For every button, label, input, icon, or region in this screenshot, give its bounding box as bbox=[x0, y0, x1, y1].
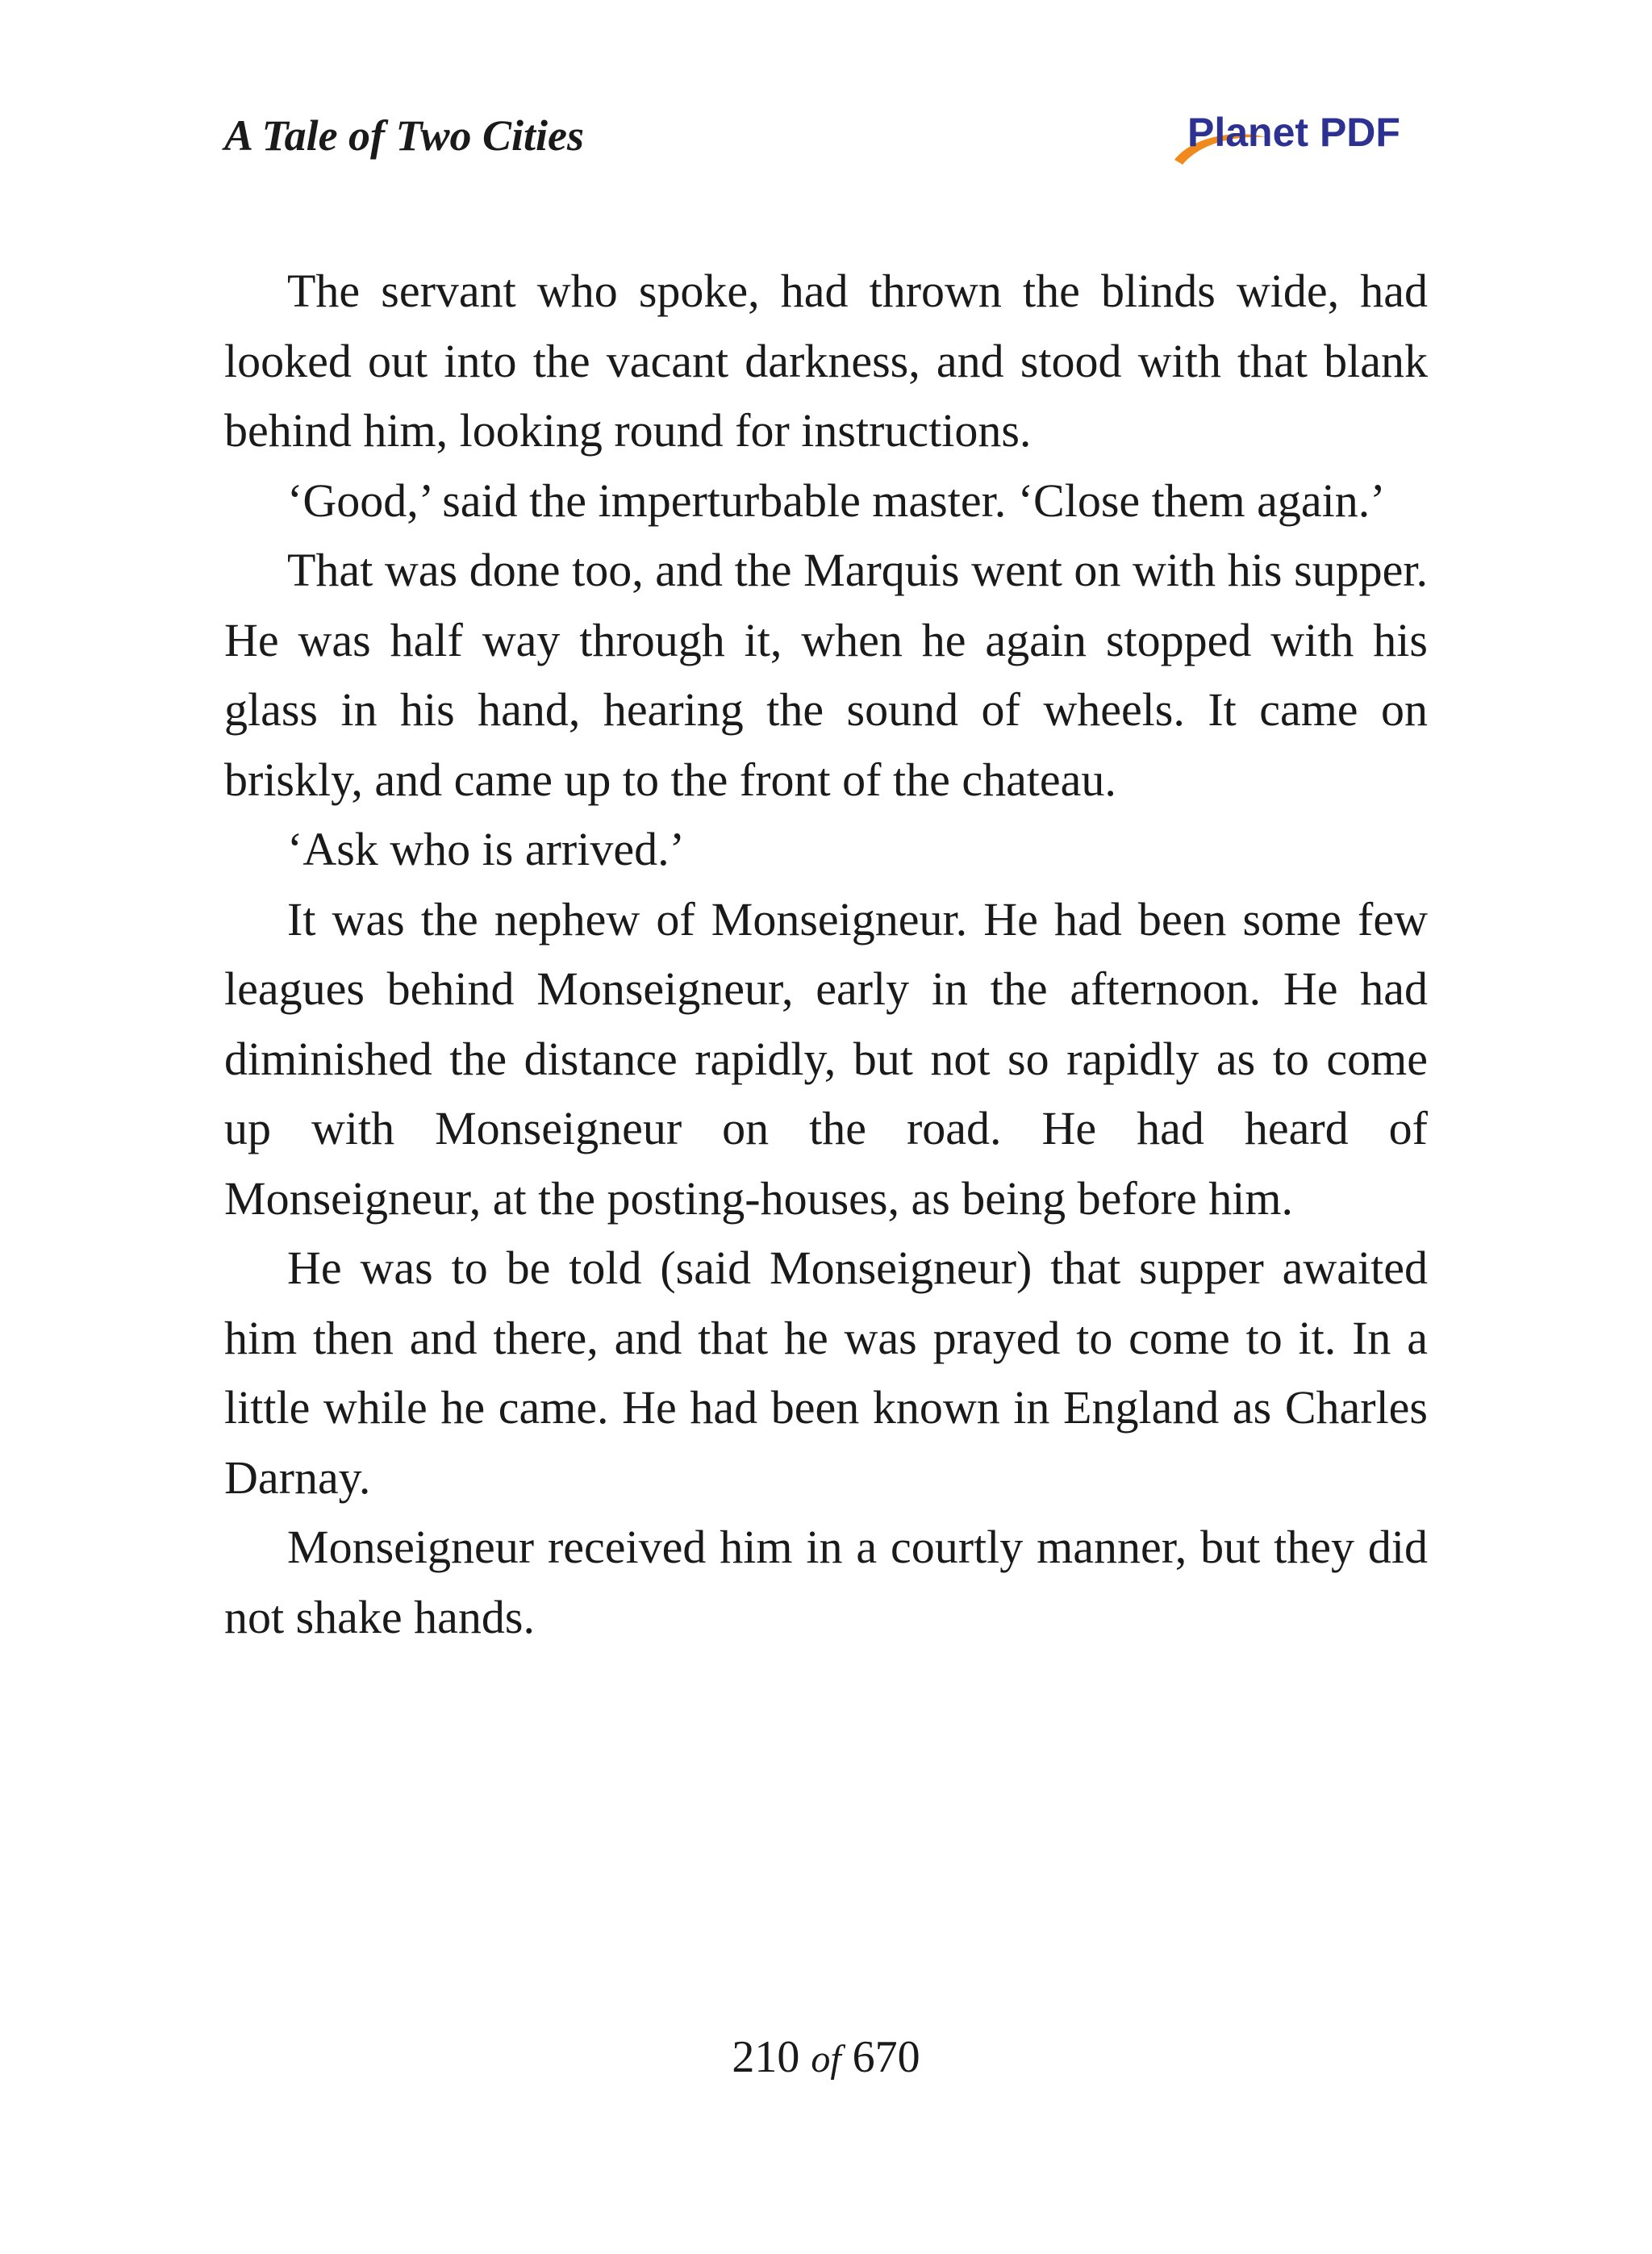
logo-text: Planet PDF bbox=[1187, 110, 1400, 155]
page-of-label: of bbox=[811, 2038, 841, 2081]
page-header bbox=[0, 0, 1652, 202]
current-page-number: 210 bbox=[732, 2032, 800, 2082]
page-body bbox=[224, 257, 1428, 1652]
paragraph: ‘Good,’ said the imperturbable master. ‘Close them again.’ bbox=[287, 474, 1386, 527]
page-footer bbox=[0, 2025, 1652, 2092]
book-title: A Tale of Two Cities bbox=[224, 111, 585, 160]
paragraph: That was done too, and the Marquis went on with his supper. He was half way through it, when he again stopped with his glass in his hand, hearing the sound of wheels. It came on briskly, and came up to the front of the chateau. bbox=[224, 544, 1428, 806]
planet-pdf-logo bbox=[1168, 105, 1426, 169]
paragraph: It was the nephew of Monseigneur. He had been some few leagues behind Monseigneur, early in the afternoon. He had diminished the distance rapidly, but not so rapidly as to come up with Monseigneur on the road. He had heard of Monseigneur, at the posting-houses, as being before him. bbox=[224, 892, 1428, 1225]
total-pages-number: 670 bbox=[852, 2032, 920, 2082]
paragraph: ‘Ask who is arrived.’ bbox=[287, 823, 685, 875]
paragraph: Monseigneur received him in a courtly manner, but they did not shake hands. bbox=[224, 1521, 1428, 1643]
paragraph: He was to be told (said Monseigneur) that supper awaited him then and there, and that he was prayed to come to it. In a little while he came. He had been known in England as Charles Darnay. bbox=[224, 1242, 1428, 1504]
paragraph: The servant who spoke, had thrown the blinds wide, had looked out into the vacant darkness, and stood with that blank behind him, looking round for instructions. bbox=[224, 265, 1428, 457]
